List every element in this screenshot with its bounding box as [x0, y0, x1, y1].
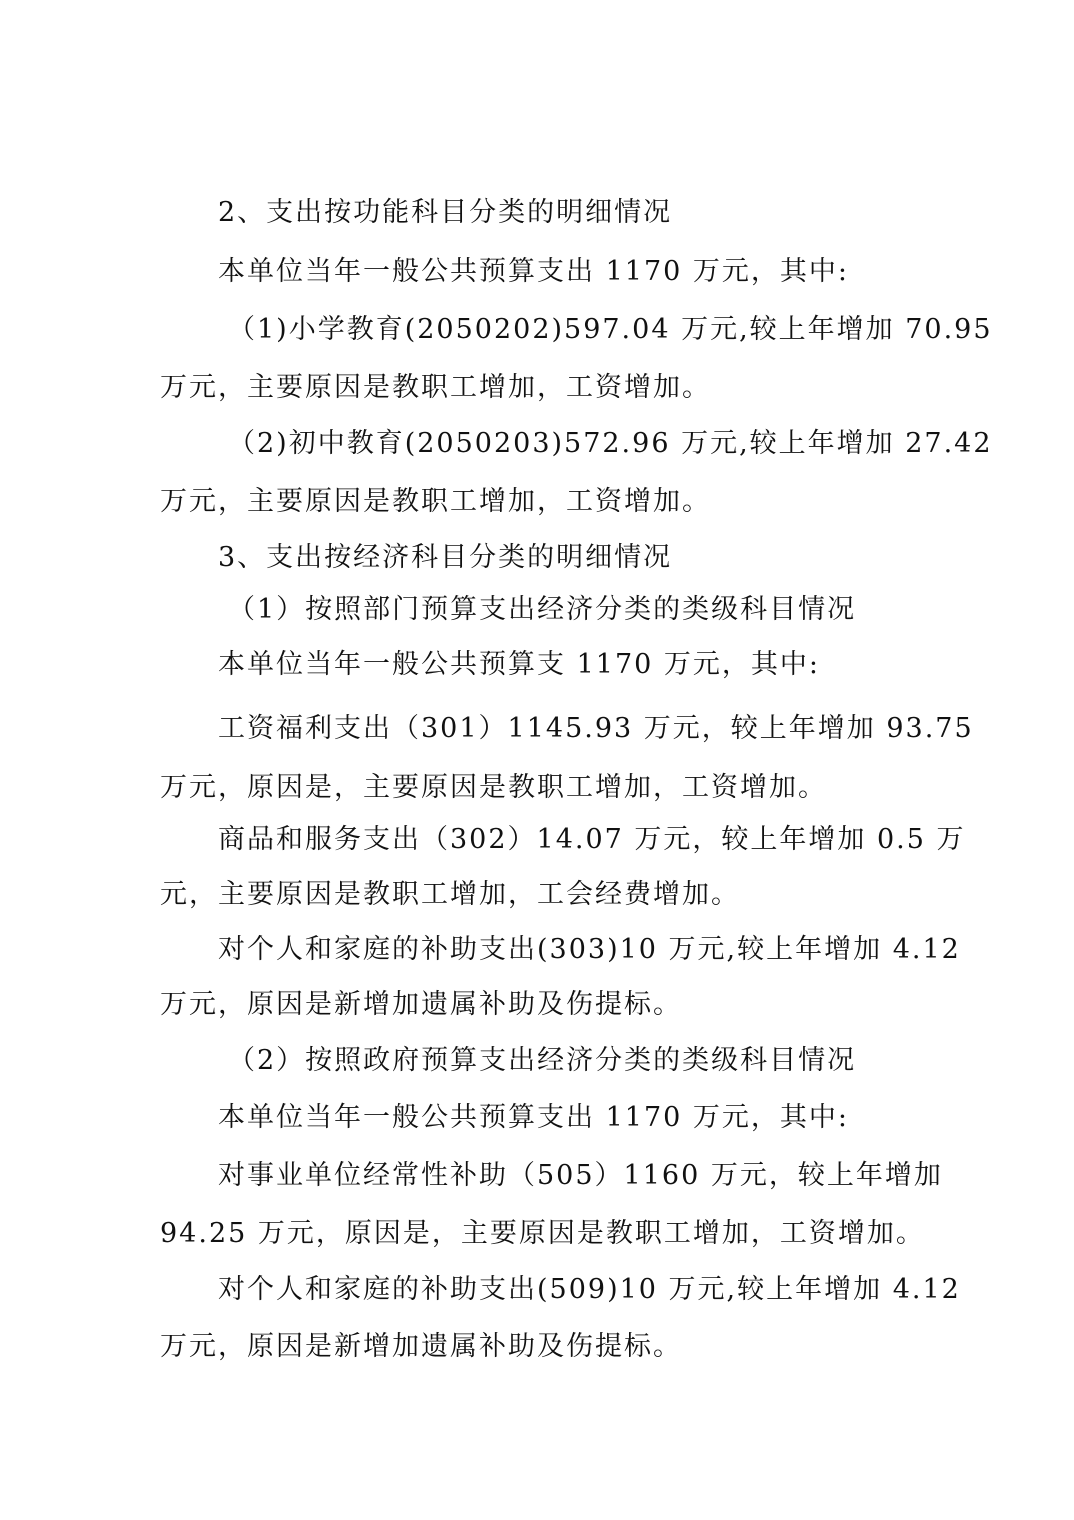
inst505-line1: 对事业单位经常性补助（505）1160 万元，较上年增加 — [218, 1160, 943, 1191]
sub2-intro: 本单位当年一般公共预算支出 1170 万元，其中: — [218, 1102, 849, 1133]
item2-line1: （2)初中教育(2050203)572.96 万元,较上年增加 27.42 — [228, 428, 993, 459]
sub1-intro: 本单位当年一般公共预算支 1170 万元，其中: — [218, 649, 820, 680]
sub1-heading: （1）按照部门预算支出经济分类的类级科目情况 — [228, 594, 857, 625]
subsidy303-line1: 对个人和家庭的补助支出(303)10 万元,较上年增加 4.12 — [218, 934, 961, 965]
section2-heading: 2、支出按功能科目分类的明细情况 — [218, 197, 673, 228]
item1-line1: （1)小学教育(2050202)597.04 万元,较上年增加 70.95 — [228, 314, 993, 345]
section3-heading: 3、支出按经济科目分类的明细情况 — [218, 542, 673, 573]
sub2-heading: （2）按照政府预算支出经济分类的类级科目情况 — [228, 1045, 857, 1076]
item2-line2: 万元，主要原因是教职工增加，工资增加。 — [160, 486, 711, 517]
goods-line1: 商品和服务支出（302）14.07 万元，较上年增加 0.5 万 — [218, 824, 966, 855]
subsidy509-line2: 万元，原因是新增加遗属补助及伤提标。 — [160, 1331, 682, 1362]
subsidy509-line1: 对个人和家庭的补助支出(509)10 万元,较上年增加 4.12 — [218, 1274, 961, 1305]
wages-line2: 万元，原因是，主要原因是教职工增加，工资增加。 — [160, 772, 827, 803]
inst505-line2: 94.25 万元，原因是，主要原因是教职工增加，工资增加。 — [160, 1218, 925, 1249]
subsidy303-line2: 万元，原因是新增加遗属补助及伤提标。 — [160, 989, 682, 1020]
goods-line2: 元，主要原因是教职工增加，工会经费增加。 — [160, 879, 740, 910]
wages-line1: 工资福利支出（301）1145.93 万元，较上年增加 93.75 — [218, 713, 974, 744]
section2-intro: 本单位当年一般公共预算支出 1170 万元，其中: — [218, 256, 849, 287]
item1-line2: 万元，主要原因是教职工增加，工资增加。 — [160, 372, 711, 403]
